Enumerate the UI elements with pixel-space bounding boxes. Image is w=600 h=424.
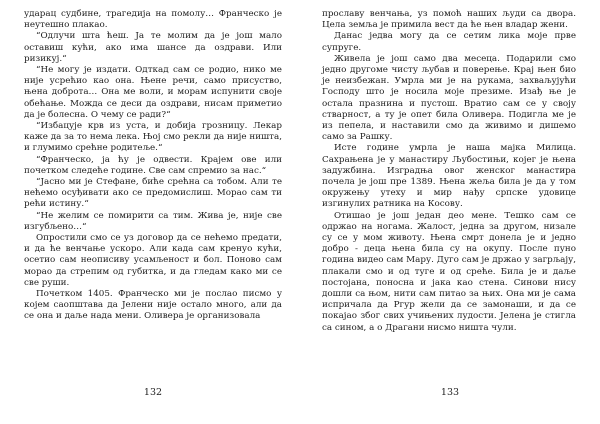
paragraph: прославу венчања, уз помоћ наших људи са двора. Цела земља је примила вест да ће њен владар жени. [322,9,576,31]
right-page [300,0,600,424]
paragraph: Исте године умрла је наша мајка Милица. Сахрањена је у манастиру Љубостињи, којег је њена задужбина. Изградња овог женског манастира почела је још пре 1389. Њена жеља била је да у том окружењу утеху и мир нађу српске удовице изгинулих ратника на Косову. [322,143,576,210]
paragraph: “Избацује крв из уста, и добија грозницу. Лекар каже да за то нема лека. Њој смо рекли да није ништа, и глумимо срећне родитеље.“ [24,121,282,154]
paragraph: “Јасно ми је Стефане, биће срећна са тобом. Али те нећемо осуђивати ако се предомислиш. Морао сам ти рећи истину.“ [24,177,282,210]
paragraph: “Не могу је издати. Одткад сам се родио, нико ме није усрећио као она. Њене речи, само присуство, њена доброта… Она ме воли, и морам испунити своје обећање. Можда се деси да оздрави, нисам приметио да је болесна. О чему се ради?“ [24,65,282,120]
page-number-left: 132 [143,387,163,398]
right-page-text [322,9,576,334]
paragraph: Данас једва могу да се сетим лика моје прве супруге. [322,31,576,53]
paragraph: Почетком 1405. Франческо ми је послао писмо у којем саопштава да Јелени није остало много, али да се она и даље нада мени. Оливера је организовала [24,289,282,322]
paragraph: Отишао је још један део мене. Тешко сам се одржао на ногама. Жалост, једна за другом, низале су се у мом животу. Њена смрт донела је и једно добро - деца њена била су на окупу. После пуно година видео сам Мару. Дуго сам је држао у загрљају, плакали смо и од туге и од среће. Била је и даље постојана, поносна и јака као стена. Синови нису дошли са њом, нити сам питао за њих. Она ми је сама испричала да Ргур жели да се замонаши, и да се покајао због свих учињених лудости. Јелена је стигла са сином, а о Драгани нисмо ништа чули. [322,210,576,333]
paragraph: “Франческо, ја ћу је одвести. Крајем ове или почетком следеће године. Све сам спремио за нас.“ [24,154,282,176]
paragraph: Опростили смо се уз договор да се нећемо предати, и да ће венчање ускоро. Али када сам кренуо кући, осетио сам неописиву усамљеност и бол. Поново сам морао да стрепим од губитка, и да гледам како ми се све руши. [24,233,282,288]
page-number-right: 133 [440,387,460,398]
paragraph: “Не желим се помирити са тим. Жива је, није све изгубљено…“ [24,210,282,232]
paragraph: ударац судбине, трагедија на помолу… Франческо је неутешно плакао. [24,9,282,31]
paragraph: Живела је још само два месеца. Подарили смо једно другоме чисту љубав и поверење. Крај њен био је неизбежан. Умрла ми је на рукама, захваљујући Господу што је носила моје презиме. Изађ ње је остала празнина и пустош. Вратио сам се у своју стварност, а ту је опет била Оливера. Подигла ме је из пепела, и наставили смо да живимо и дишемо само за Рашку. [322,53,576,143]
left-page-text [24,9,282,323]
paragraph: “Одлучи шта ћеш. Ја те молим да је још мало оставиш кући, ако има шансе да оздрави. Или ризикуј.“ [24,31,282,64]
